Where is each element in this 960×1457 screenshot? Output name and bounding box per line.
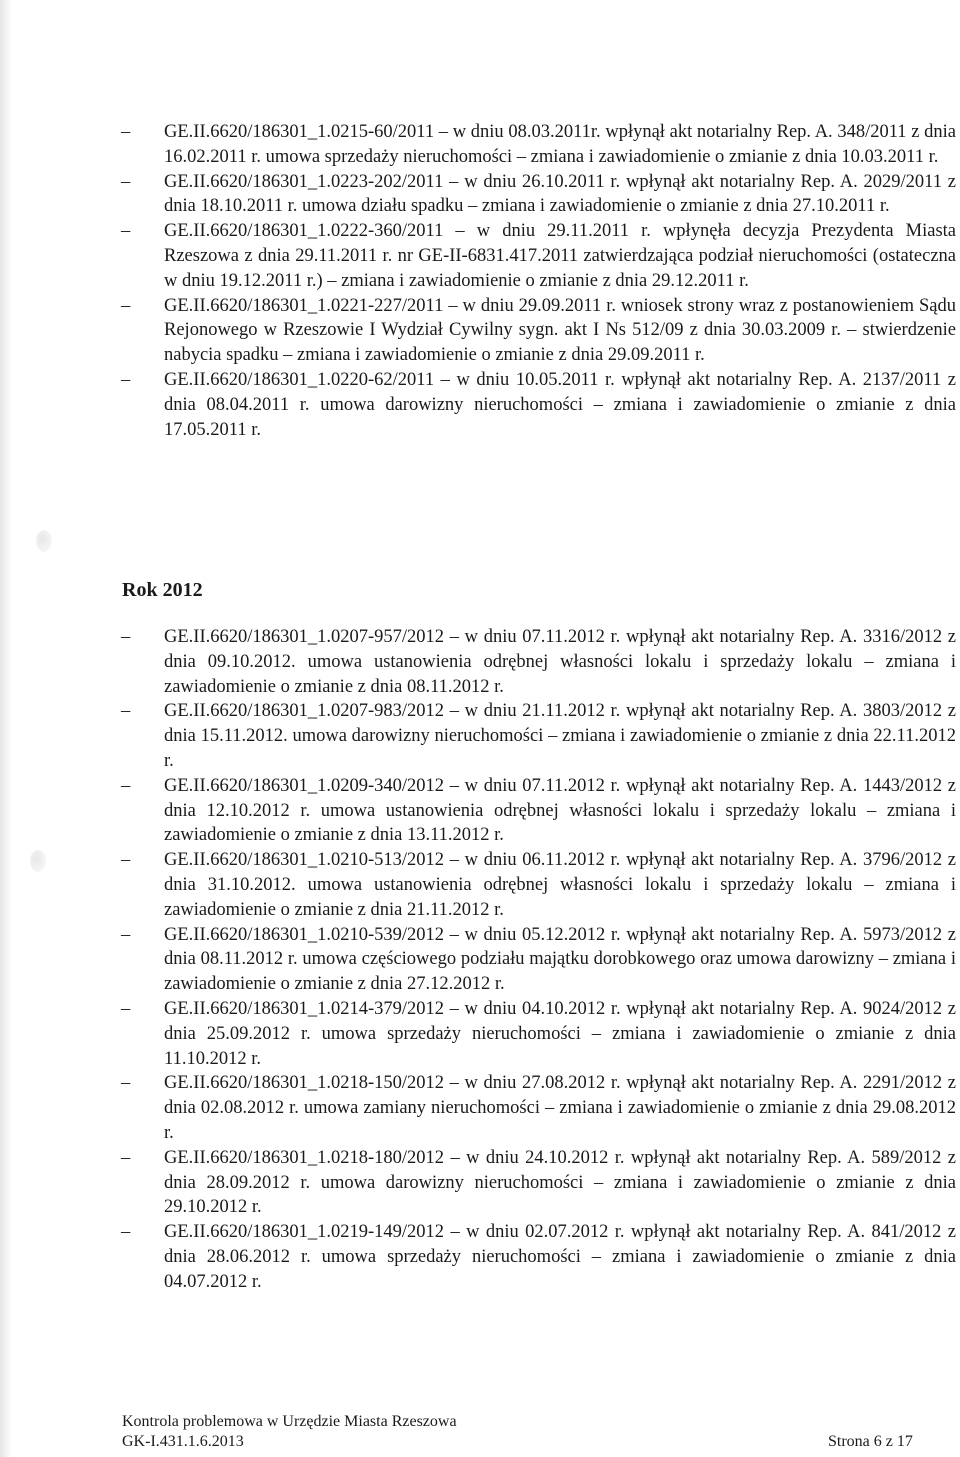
list-item — [0, 848, 956, 922]
list-item — [0, 219, 956, 293]
entry-text: GE.II.6620/186301_1.0220-62/2011 – w dniu 10.05.2011 r. wpłynął akt notarialny Rep. A. 2137/2011 z dnia 08.04.2011 r. umowa darowizny nieruchomości – zmiana i zawiadomienie o zmianie z dnia 17.05.2011 r. — [164, 369, 956, 440]
list-item — [0, 368, 956, 442]
entry-text: GE.II.6620/186301_1.0207-983/2012 – w dniu 21.11.2012 r. wpłynął akt notarialny Rep. A. 3803/2012 z dnia 15.11.2012. umowa darowizny nieruchomości – zmiana i zawiadomienie o zmianie z dnia 22.11.2012 r. — [164, 701, 956, 771]
list-item — [0, 699, 956, 773]
list-dash: – — [121, 1147, 131, 1168]
list-item — [0, 1220, 956, 1294]
list-dash: – — [121, 701, 131, 722]
list-dash: – — [121, 998, 131, 1019]
list-item — [0, 1071, 956, 1145]
list-dash: – — [121, 1073, 131, 1094]
list-item — [0, 170, 956, 220]
list-item — [0, 774, 956, 848]
entry-text: GE.II.6620/186301_1.0215-60/2011 – w dniu 08.03.2011r. wpłynął akt notarialny Rep. A. 348/2011 z dnia 16.02.2011 r. umowa sprzedaży nieruchomości – zmiana i zawiadomienie o zmianie z dnia 10.03.2011 r. — [164, 122, 956, 167]
footer-reference: GK-I.431.1.6.2013 — [122, 1433, 244, 1450]
entry-text: GE.II.6620/186301_1.0207-957/2012 – w dniu 07.11.2012 r. wpłynął akt notarialny Rep. A. 3316/2012 z dnia 09.10.2012. umowa ustanowienia odrębnej własności lokalu i sprzedaży lokalu – zmiana i zawiadomienie o zmianie z dnia 08.11.2012 r. — [164, 627, 956, 697]
entries-list-2012 — [0, 625, 960, 1295]
punch-hole-mark — [36, 530, 52, 552]
footer-left — [122, 1412, 457, 1452]
entry-text: GE.II.6620/186301_1.0210-539/2012 – w dniu 05.12.2012 r. wpłynął akt notarialny Rep. A. 5973/2012 z dnia 08.11.2012 r. umowa częściowego podziału majątku dorobkowego oraz umowa darowizny – zmiana i zawiadomienie o zmianie z dnia 27.12.2012 r. — [164, 924, 956, 995]
entry-text: GE.II.6620/186301_1.0218-150/2012 – w dniu 27.08.2012 r. wpłynął akt notarialny Rep. A. 2291/2012 z dnia 02.08.2012 r. umowa zamiany nieruchomości – zmiana i zawiadomienie o zmianie z dnia 29.08.2012 r. — [164, 1073, 956, 1143]
list-item — [0, 923, 956, 997]
list-dash: – — [121, 1222, 131, 1243]
list-dash: – — [121, 295, 131, 316]
footer-page-number: Strona 6 z 17 — [828, 1433, 913, 1450]
list-dash: – — [121, 775, 131, 796]
entry-text: GE.II.6620/186301_1.0219-149/2012 – w dniu 02.07.2012 r. wpłynął akt notarialny Rep. A. 841/2012 z dnia 28.06.2012 r. umowa sprzedaży nieruchomości – zmiana i zawiadomienie o zmianie z dnia 04.07.2012 r. — [164, 1222, 956, 1292]
list-item — [0, 625, 956, 699]
list-item — [0, 997, 956, 1071]
section-heading-2012: Rok 2012 — [122, 579, 203, 601]
list-item — [0, 120, 956, 170]
entries-list-2011 — [0, 120, 960, 442]
entry-text: GE.II.6620/186301_1.0214-379/2012 – w dniu 04.10.2012 r. wpłynął akt notarialny Rep. A. 9024/2012 z dnia 25.09.2012 r. umowa sprzedaży nieruchomości – zmiana i zawiadomienie o zmianie z dnia 11.10.2012 r. — [164, 998, 956, 1069]
entry-text: GE.II.6620/186301_1.0222-360/2011 – w dniu 29.11.2011 r. wpłynęła decyzja Prezydenta Miasta Rzeszowa z dnia 29.11.2011 r. nr GE-II-6831.417.2011 zatwierdzająca podział nieruchomości (ostateczna w dniu 19.12.2011 r.) – zmiana i zawiadomienie o zmianie z dnia 29.12.2011 r. — [164, 221, 956, 291]
list-dash: – — [121, 122, 131, 142]
entry-text: GE.II.6620/186301_1.0223-202/2011 – w dniu 26.10.2011 r. wpłynął akt notarialny Rep. A. 2029/2011 z dnia 18.10.2011 r. umowa działu spadku – zmiana i zawiadomienie o zmianie z dnia 27.10.2011 r. — [164, 171, 956, 217]
entry-text: GE.II.6620/186301_1.0210-513/2012 – w dniu 06.11.2012 r. wpłynął akt notarialny Rep. A. 3796/2012 z dnia 31.10.2012. umowa ustanowienia odrębnej własności lokalu i sprzedaży lokalu – zmiana i zawiadomienie o zmianie z dnia 21.11.2012 r. — [164, 850, 956, 920]
list-dash: – — [121, 171, 131, 192]
list-dash: – — [121, 369, 131, 390]
list-dash: – — [121, 924, 131, 945]
list-item — [0, 294, 956, 368]
entry-text: GE.II.6620/186301_1.0209-340/2012 – w dniu 07.11.2012 r. wpłynął akt notarialny Rep. A. 1443/2012 z dnia 12.10.2012 r. umowa ustanowienia odrębnej własności lokalu i sprzedaży lokalu – zmiana i zawiadomienie o zmianie z dnia 13.11.2012 r. — [164, 775, 956, 846]
list-dash: – — [121, 627, 131, 647]
entry-text: GE.II.6620/186301_1.0221-227/2011 – w dniu 29.09.2011 r. wniosek strony wraz z postanowieniem Sądu Rejonowego w Rzeszowie I Wydział Cywilny sygn. akt I Ns 512/09 z dnia 30.03.2009 r. – stwierdzenie nabycia spadku – zmiana i zawiadomienie o zmianie z dnia 29.09.2011 r. — [164, 295, 956, 366]
entry-text: GE.II.6620/186301_1.0218-180/2012 – w dniu 24.10.2012 r. wpłynął akt notarialny Rep. A. 589/2012 z dnia 28.09.2012 r. umowa darowizny nieruchomości – zmiana i zawiadomienie o zmianie z dnia 29.10.2012 r. — [164, 1147, 956, 1218]
list-item — [0, 1146, 956, 1220]
footer-institution: Kontrola problemowa w Urzędzie Miasta Rzeszowa — [122, 1413, 457, 1430]
list-dash: – — [121, 221, 131, 242]
list-dash: – — [121, 850, 131, 871]
